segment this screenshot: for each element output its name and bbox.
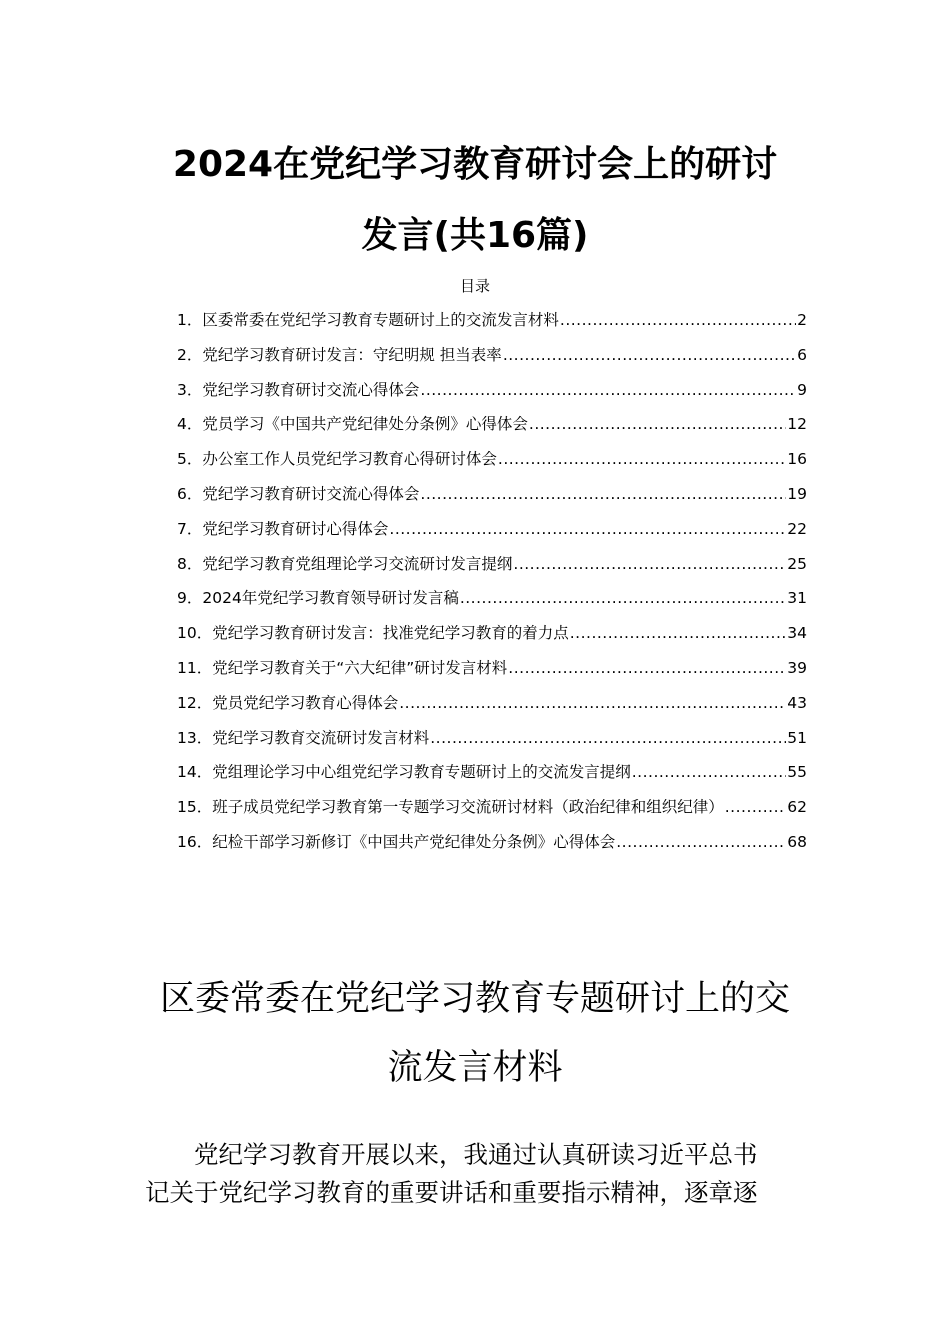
toc-dot-leader xyxy=(513,553,786,575)
toc-entry-number: 15． xyxy=(177,798,213,817)
toc-dot-leader xyxy=(632,761,787,783)
toc-entry-number: 6． xyxy=(177,484,203,503)
section-title-line-2: 流发言材料 xyxy=(387,1048,563,1088)
toc-entry-page-number: 62 xyxy=(787,798,807,817)
toc-entry-label xyxy=(177,587,459,609)
toc-entry-page-number: 2 xyxy=(797,311,807,329)
toc-entry-title: 纪检干部学习新修订《中国共产党纪律处分条例》心得体会 xyxy=(212,832,616,851)
toc-entry-number: 13． xyxy=(177,728,213,747)
toc-entry-label xyxy=(177,309,559,331)
toc-entry-page-number: 16 xyxy=(787,450,807,469)
toc-dot-leader xyxy=(389,518,786,540)
toc-dot-leader xyxy=(460,587,786,609)
toc-entry[interactable] xyxy=(177,657,807,692)
table-of-contents xyxy=(177,309,807,866)
toc-entry[interactable] xyxy=(177,483,807,518)
toc-entry[interactable] xyxy=(177,448,807,483)
toc-entry-page-number: 9 xyxy=(797,380,807,399)
toc-entry[interactable] xyxy=(177,344,807,379)
toc-entry[interactable] xyxy=(177,692,807,727)
toc-entry-page-number: 39 xyxy=(787,658,807,677)
toc-entry-label xyxy=(177,796,724,818)
toc-entry-title: 党纪学习教育党组理论学习交流研讨发言提纲 xyxy=(202,554,513,573)
toc-entry[interactable] xyxy=(177,761,807,796)
toc-dot-leader xyxy=(399,692,786,714)
document-title-line-1: 2024在党纪学习教育研讨会上的研讨 xyxy=(172,144,778,185)
toc-entry-title: 党纪学习教育研讨发言：守纪明规 担当表率 xyxy=(202,345,502,364)
toc-entry-label xyxy=(177,448,497,470)
toc-entry-title: 班子成员党纪学习教育第一专题学习交流研讨材料（政治纪律和组织纪律） xyxy=(212,798,724,817)
toc-entry-title: 党员学习《中国共产党纪律处分条例》心得体会 xyxy=(202,415,528,434)
toc-entry-label xyxy=(177,379,419,401)
toc-entry-page-number: 12 xyxy=(787,415,807,434)
toc-entry-number: 16． xyxy=(177,832,213,851)
toc-entry[interactable] xyxy=(177,518,807,553)
toc-entry-title: 党组理论学习中心组党纪学习教育专题研讨上的交流发言提纲 xyxy=(212,763,631,782)
toc-dot-leader xyxy=(616,831,786,853)
toc-entry[interactable] xyxy=(177,413,807,448)
toc-dot-leader xyxy=(503,344,796,366)
toc-entry[interactable] xyxy=(177,727,807,762)
toc-dot-leader xyxy=(430,727,786,749)
toc-entry-page-number: 68 xyxy=(787,832,807,851)
toc-entry-title: 办公室工作人员党纪学习教育心得研讨体会 xyxy=(202,450,497,469)
toc-entry-label xyxy=(177,727,429,749)
toc-dot-leader xyxy=(570,622,787,644)
toc-dot-leader xyxy=(498,448,786,470)
toc-dot-leader xyxy=(420,483,786,505)
toc-entry-page-number: 34 xyxy=(787,624,807,643)
toc-dot-leader xyxy=(725,796,787,818)
toc-entry-title: 党纪学习教育研讨发言：找准党纪学习教育的着力点 xyxy=(212,624,569,643)
toc-entry-number: 9． xyxy=(177,589,203,608)
toc-entry-number: 11． xyxy=(177,658,213,677)
toc-entry-page-number: 6 xyxy=(797,345,807,364)
toc-entry-label xyxy=(177,622,569,644)
toc-dot-leader xyxy=(529,413,786,435)
toc-entry-title: 2024年党纪学习教育领导研讨发言稿 xyxy=(202,589,459,608)
toc-entry-number: 7． xyxy=(177,519,203,538)
toc-entry-label xyxy=(177,657,507,679)
toc-entry[interactable] xyxy=(177,379,807,414)
document-title-line-2: 发言(共16篇) xyxy=(361,215,589,256)
toc-entry-title: 党纪学习教育研讨交流心得体会 xyxy=(202,380,420,399)
toc-entry-label xyxy=(177,692,398,714)
toc-entry-number: 5． xyxy=(177,450,203,469)
toc-dot-leader xyxy=(420,379,796,401)
toc-entry-label xyxy=(177,413,528,435)
toc-entry[interactable] xyxy=(177,622,807,657)
toc-entry-label xyxy=(177,761,631,783)
toc-entry-title: 区委常委在党纪学习教育专题研讨上的交流发言材料 xyxy=(202,311,559,329)
toc-entry[interactable] xyxy=(177,309,807,344)
body-paragraph-line-2: 记关于党纪学习教育的重要讲话和重要指示精神，逐章逐 xyxy=(145,1178,758,1207)
toc-entry-title: 党纪学习教育关于“六大纪律”研讨发言材料 xyxy=(212,658,508,677)
toc-entry-title: 党纪学习教育研讨交流心得体会 xyxy=(202,484,420,503)
toc-entry[interactable] xyxy=(177,587,807,622)
toc-entry[interactable] xyxy=(177,831,807,866)
toc-entry-number: 10． xyxy=(177,624,213,643)
toc-entry-page-number: 43 xyxy=(787,693,807,712)
toc-heading: 目录 xyxy=(459,277,490,295)
toc-entry-number: 2． xyxy=(177,345,203,364)
section-title-line-1: 区委常委在党纪学习教育专题研讨上的交 xyxy=(159,979,790,1019)
toc-entry-number: 3． xyxy=(177,380,203,399)
toc-dot-leader xyxy=(560,309,796,331)
toc-entry-number: 14． xyxy=(177,763,213,782)
toc-entry-title: 党纪学习教育交流研讨发言材料 xyxy=(212,728,430,747)
toc-entry-label xyxy=(177,518,388,540)
toc-entry-label xyxy=(177,483,419,505)
toc-dot-leader xyxy=(508,657,786,679)
toc-entry-number: 1． xyxy=(177,311,203,329)
toc-entry-page-number: 55 xyxy=(787,763,807,782)
toc-entry-number: 4． xyxy=(177,415,203,434)
toc-entry-title: 党员党纪学习教育心得体会 xyxy=(212,693,399,712)
toc-entry-label xyxy=(177,344,502,366)
toc-entry-number: 12． xyxy=(177,693,213,712)
toc-entry-label xyxy=(177,831,615,853)
toc-entry-page-number: 25 xyxy=(787,554,807,573)
toc-entry-page-number: 51 xyxy=(787,728,807,747)
toc-entry-page-number: 31 xyxy=(787,589,807,608)
toc-entry-page-number: 22 xyxy=(787,519,807,538)
body-paragraph-line-1: 党纪学习教育开展以来，我通过认真研读习近平总书 xyxy=(194,1140,758,1169)
toc-entry[interactable] xyxy=(177,553,807,588)
toc-entry[interactable] xyxy=(177,796,807,831)
toc-entry-page-number: 19 xyxy=(787,484,807,503)
toc-entry-label xyxy=(177,553,512,575)
toc-entry-number: 8． xyxy=(177,554,203,573)
toc-entry-title: 党纪学习教育研讨心得体会 xyxy=(202,519,389,538)
